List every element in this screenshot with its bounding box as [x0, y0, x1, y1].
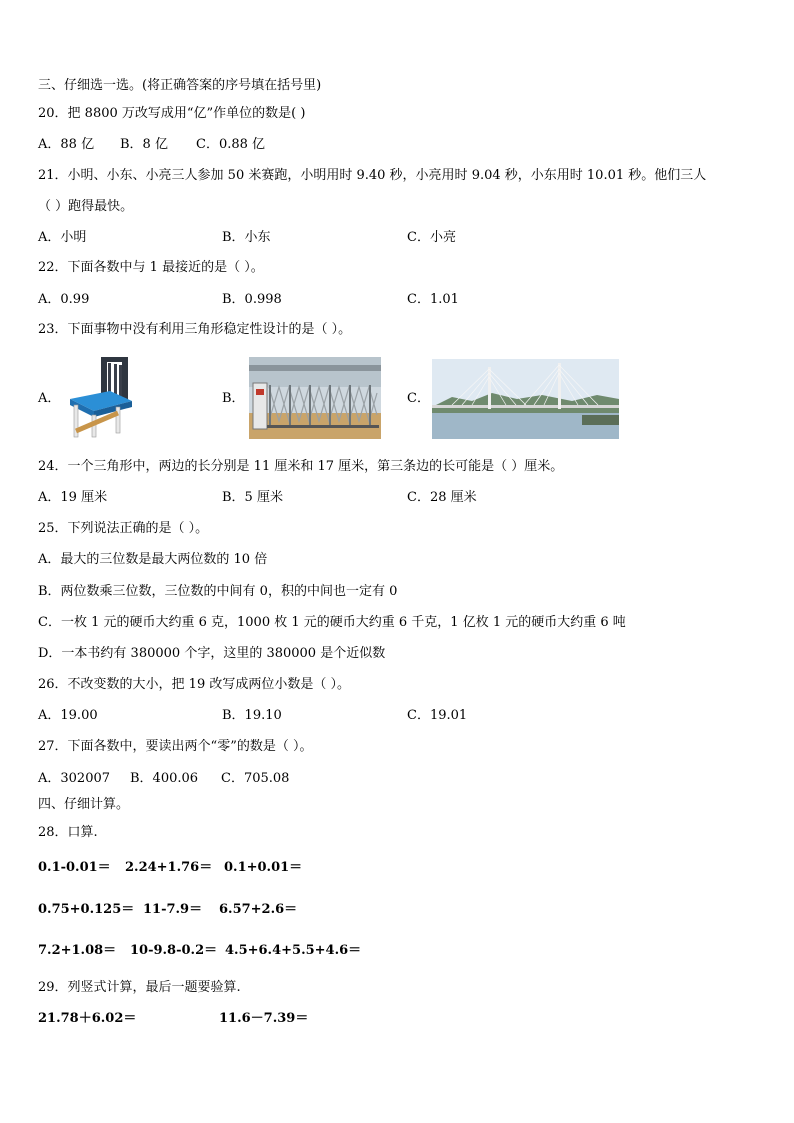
q27-option-b: B．400.06 — [130, 771, 199, 786]
q20-option-a: A．88 亿 — [38, 137, 95, 152]
q26-option-c: C．19.01 — [407, 708, 468, 723]
q26-stem: 26．不改变数的大小，把 19 改写成两位小数是（ ）。 — [38, 677, 350, 692]
q28-calc-3-2: 10-9.8-0.2＝ — [130, 943, 218, 958]
q26-option-b: B．19.10 — [222, 708, 282, 723]
q23-option-c: C． — [407, 391, 430, 406]
q22-option-a: A．0.99 — [38, 292, 90, 307]
q28-calc-1-1: 0.1-0.01＝ — [38, 860, 111, 875]
q23-stem: 23．下面事物中没有利用三角形稳定性设计的是（ ）。 — [38, 322, 352, 337]
cable-bridge-image — [432, 359, 619, 439]
gate-icon — [249, 357, 381, 439]
chair-image — [64, 355, 136, 439]
q20-option-c: C．0.88 亿 — [196, 137, 266, 152]
q28-calc-1-2: 2.24+1.76＝ — [125, 860, 213, 875]
q24-option-c: C．28 厘米 — [407, 490, 477, 505]
q27-stem: 27．下面各数中，要读出两个“零”的数是（ ）。 — [38, 739, 313, 754]
q28-calc-3-3: 4.5+6.4+5.5+4.6＝ — [225, 943, 362, 958]
q27-option-c: C．705.08 — [221, 771, 290, 786]
q25-option-d: D．一本书约有 380000 个字，这里的 380000 是个近似数 — [38, 646, 386, 661]
q25-option-b: B．两位数乘三位数，三位数的中间有 0，积的中间也一定有 0 — [38, 584, 398, 599]
q28-calc-2-3: 6.57+2.6＝ — [219, 902, 298, 917]
q22-option-b: B．0.998 — [222, 292, 282, 307]
q20-stem: 20．把 8800 万改写成用“亿”作单位的数是( ) — [38, 106, 306, 121]
retractable-gate-image — [249, 357, 381, 439]
q24-stem: 24．一个三角形中，两边的长分别是 11 厘米和 17 厘米，第三条边的长可能是（ ）厘米。 — [38, 459, 564, 474]
q29-expression-2: 11.6－7.39＝ — [219, 1011, 309, 1026]
q23-option-a: A． — [38, 391, 61, 406]
section-3-title: 三、仔细选一选。(将正确答案的序号填在括号里) — [38, 78, 322, 93]
q21-stem-line2: （ ）跑得最快。 — [38, 199, 134, 214]
q21-option-a: A．小明 — [38, 230, 87, 245]
q29-expression-1: 21.78＋6.02＝ — [38, 1011, 137, 1026]
q28-calc-2-1: 0.75+0.125＝ — [38, 902, 135, 917]
q23-option-b: B． — [222, 391, 245, 406]
chair-icon — [64, 355, 136, 439]
q21-option-c: C．小亮 — [407, 230, 456, 245]
q29-stem: 29．列竖式计算，最后一题要验算. — [38, 980, 241, 995]
q20-option-b: B．8 亿 — [120, 137, 168, 152]
q26-option-a: A．19.00 — [38, 708, 98, 723]
q28-calc-3-1: 7.2+1.08＝ — [38, 943, 117, 958]
q24-option-b: B．5 厘米 — [222, 490, 283, 505]
q22-stem: 22．下面各数中与 1 最接近的是（ ）。 — [38, 260, 264, 275]
q21-option-b: B．小东 — [222, 230, 271, 245]
q27-option-a: A．302007 — [38, 771, 111, 786]
q28-stem: 28．口算. — [38, 825, 98, 840]
q24-option-a: A．19 厘米 — [38, 490, 108, 505]
q21-stem: 21．小明、小东、小亮三人参加 50 米赛跑，小明用时 9.40 秒，小亮用时 9.04 秒，小东用时 10.01 秒。他们三人 — [38, 168, 707, 183]
q28-calc-1-3: 0.1+0.01＝ — [224, 860, 303, 875]
section-4-title: 四、仔细计算。 — [38, 797, 130, 812]
q28-calc-2-2: 11-7.9＝ — [143, 902, 203, 917]
q22-option-c: C．1.01 — [407, 292, 459, 307]
bridge-icon — [432, 359, 619, 439]
q25-option-c: C．一枚 1 元的硬币大约重 6 克，1000 枚 1 元的硬币大约重 6 千克，1 亿枚 1 元的硬币大约重 6 吨 — [38, 615, 626, 630]
q25-option-a: A．最大的三位数是最大两位数的 10 倍 — [38, 552, 268, 567]
q25-stem: 25．下列说法正确的是（ ）。 — [38, 521, 209, 536]
